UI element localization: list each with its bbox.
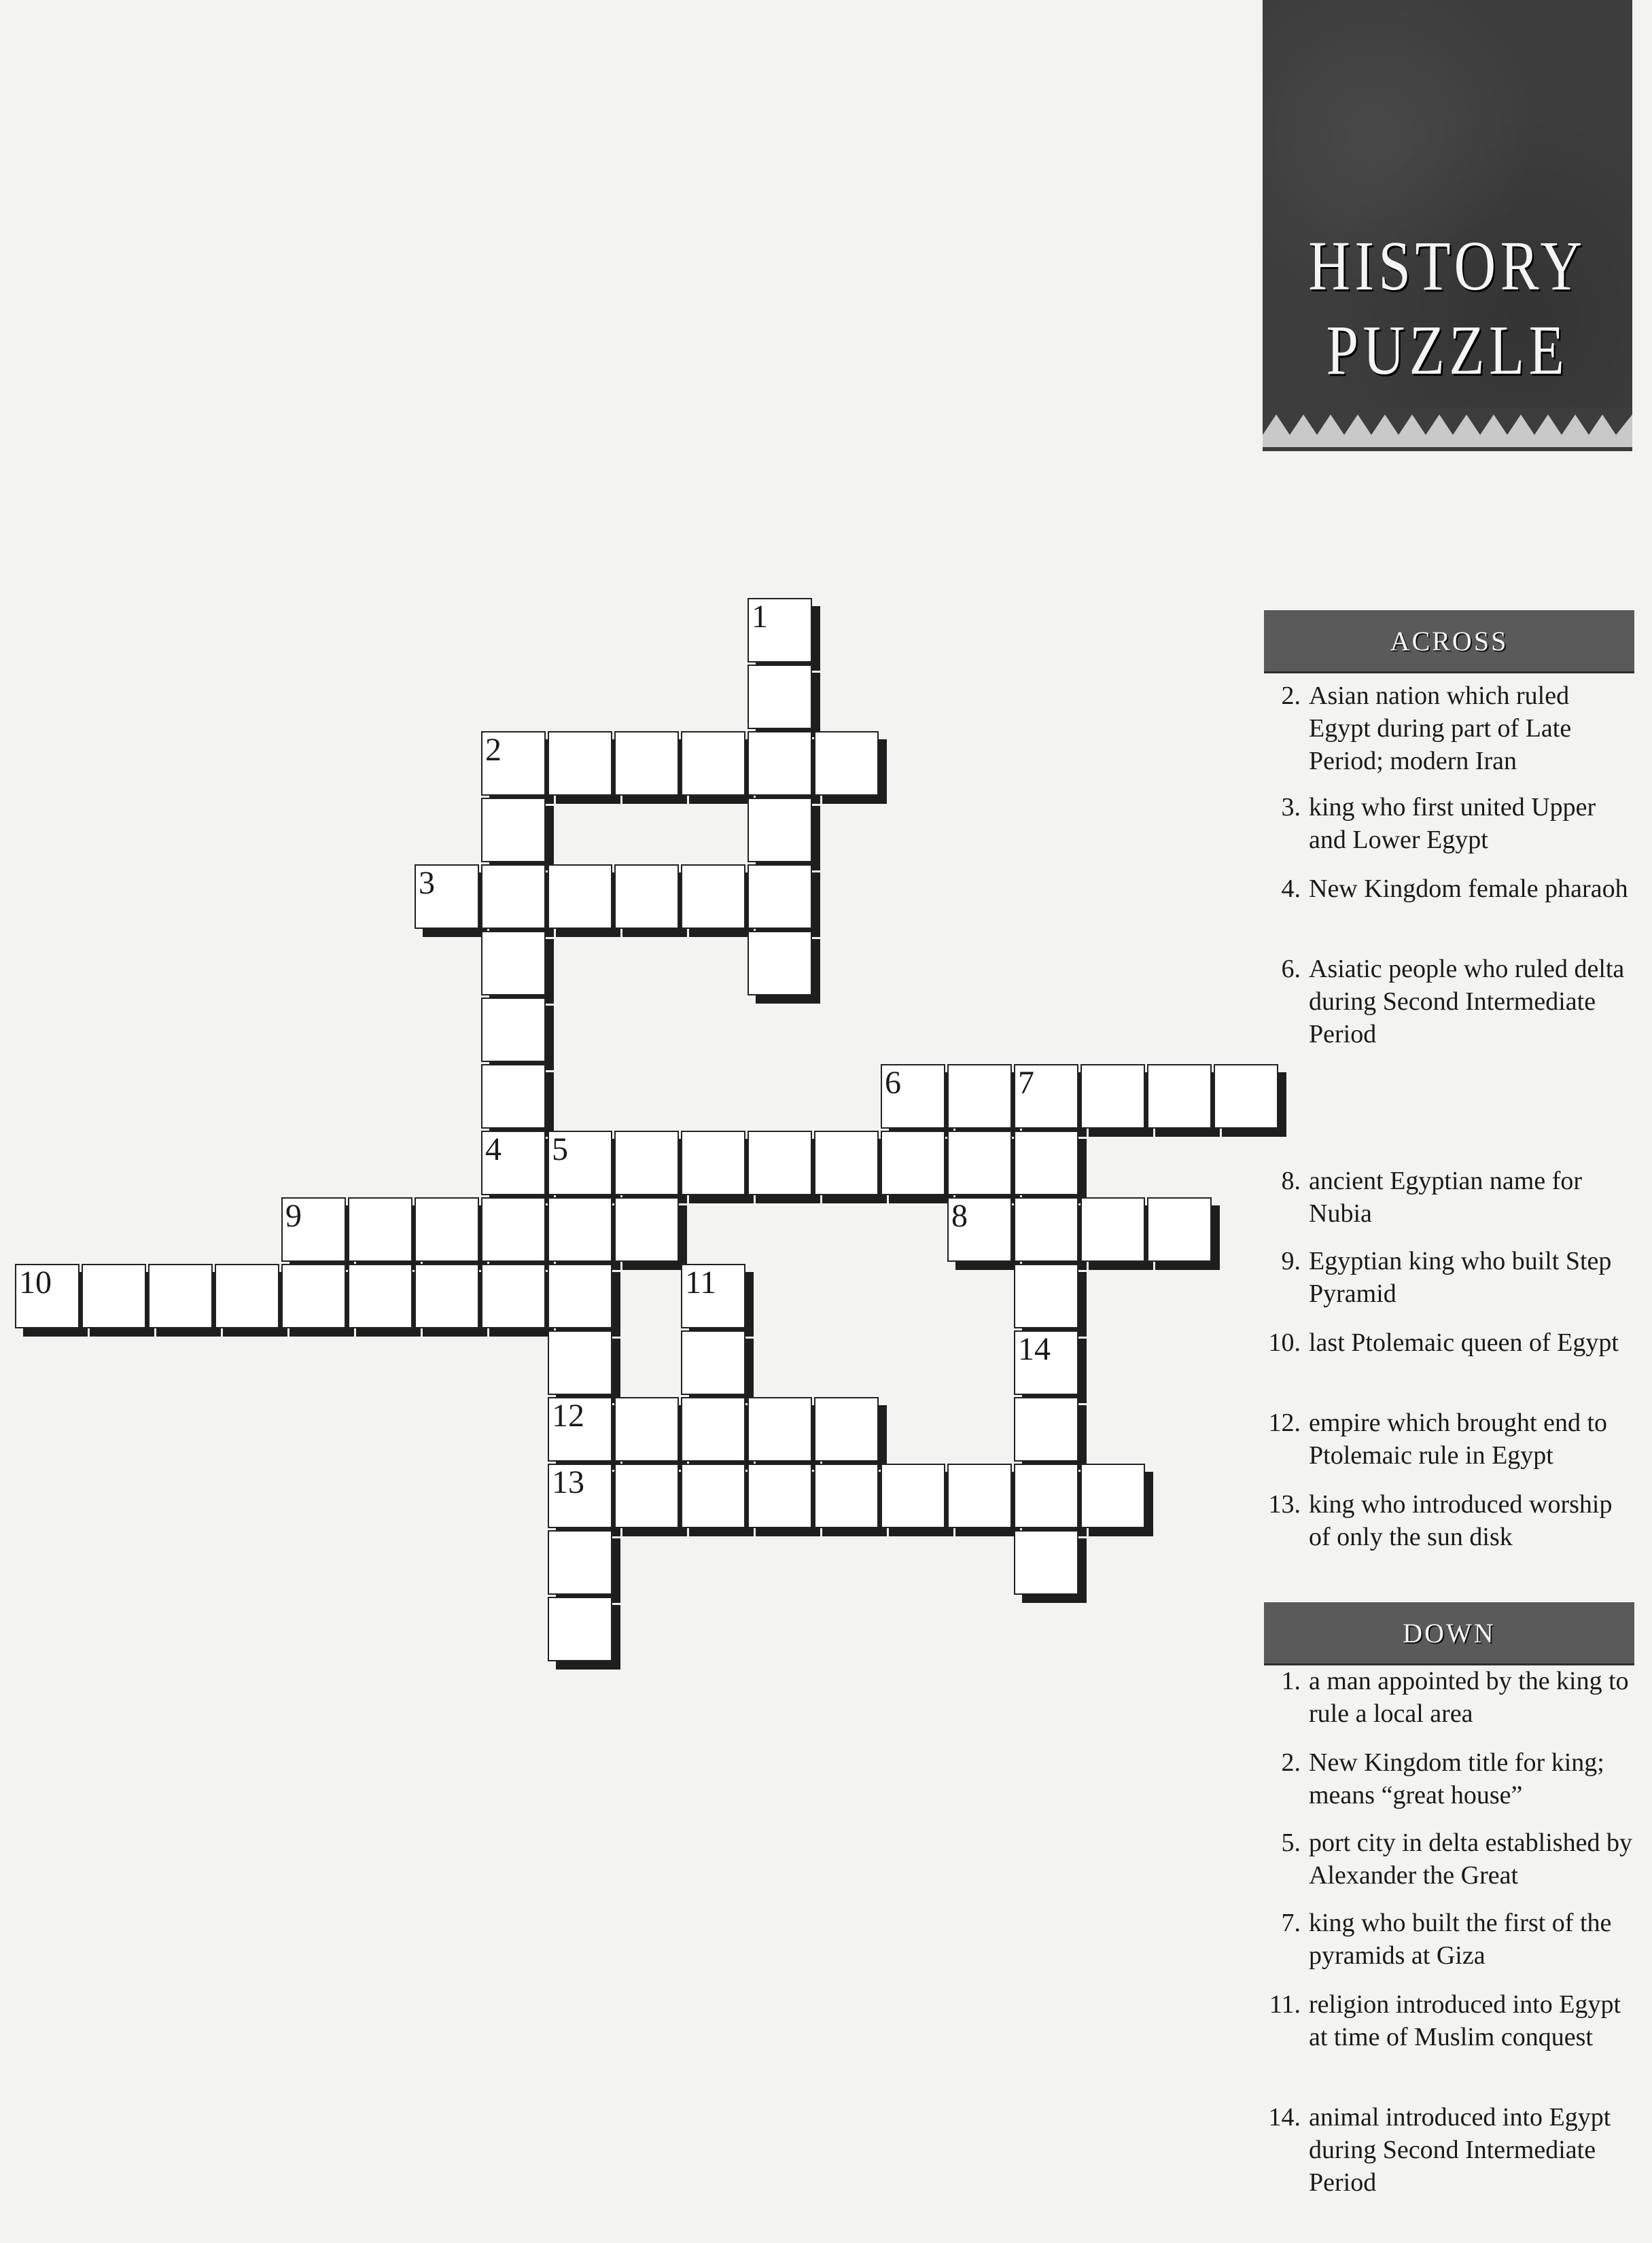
crossword-cell[interactable]: [748, 1464, 812, 1528]
crossword-cell[interactable]: [748, 931, 812, 995]
cell-number-7: 7: [1018, 1065, 1034, 1101]
crossword-cell[interactable]: [415, 1197, 479, 1262]
crossword-cell[interactable]: [681, 1131, 745, 1195]
crossword-cell[interactable]: [748, 665, 812, 729]
title-line-2: PUZZLE: [1326, 311, 1569, 389]
crossword-cell[interactable]: [681, 731, 745, 796]
clue-number: 7.: [1281, 1909, 1301, 1937]
crossword-cell[interactable]: [82, 1264, 146, 1328]
crossword-cell[interactable]: [215, 1264, 279, 1328]
down-clue-1: [1256, 1665, 1636, 1730]
cell-number-3: 3: [419, 865, 435, 901]
across-clue-4: [1256, 872, 1636, 905]
clue-text: king who built the first of the pyramids at Giza: [1309, 1909, 1612, 1970]
crossword-cell[interactable]: [947, 1131, 1012, 1195]
crossword-cell[interactable]: [1014, 1197, 1078, 1262]
cell-number-9: 9: [285, 1198, 302, 1234]
crossword-cell[interactable]: [1014, 1264, 1078, 1328]
banner-triangle-border: [1263, 408, 1632, 451]
crossword-cell[interactable]: [1014, 1397, 1078, 1462]
down-clue-7: [1256, 1907, 1636, 1972]
clue-number: 2.: [1281, 1748, 1301, 1777]
clue-number: 13.: [1268, 1490, 1301, 1519]
clue-number: 8.: [1281, 1167, 1301, 1195]
crossword-cell[interactable]: [681, 1397, 745, 1462]
crossword-cell[interactable]: [1080, 1064, 1145, 1129]
crossword-cell[interactable]: [881, 1464, 945, 1528]
crossword-cell[interactable]: [481, 931, 546, 995]
cell-number-5: 5: [552, 1131, 568, 1167]
across-clue-12: [1256, 1407, 1636, 1472]
crossword-cell[interactable]: [681, 1330, 745, 1395]
crossword-cell[interactable]: [481, 1197, 546, 1262]
page-title: [1296, 224, 1599, 393]
crossword-cell[interactable]: [1014, 1131, 1078, 1195]
crossword-cell[interactable]: [148, 1264, 213, 1328]
title-line-1: HISTORY: [1308, 227, 1587, 305]
clue-number: 9.: [1281, 1247, 1301, 1275]
crossword-cell[interactable]: [881, 1131, 945, 1195]
clue-text: animal introduced into Egypt during Second Intermediate Period: [1309, 2103, 1611, 2197]
cell-number-1: 1: [752, 599, 768, 635]
across-header: [1264, 610, 1634, 673]
clue-number: 14.: [1268, 2103, 1301, 2132]
crossword-cell[interactable]: [748, 864, 812, 929]
across-clue-13: [1256, 1488, 1636, 1553]
down-header-label: DOWN: [1403, 1617, 1496, 1648]
crossword-cell[interactable]: [814, 731, 879, 796]
across-clue-10: [1256, 1326, 1636, 1359]
clue-number: 6.: [1281, 955, 1301, 983]
crossword-cell[interactable]: [481, 997, 546, 1062]
clue-text: empire which brought end to Ptolemaic rule in Egypt: [1309, 1409, 1608, 1470]
cell-number-6: 6: [885, 1065, 901, 1101]
clue-text: ancient Egyptian name for Nubia: [1309, 1167, 1583, 1228]
clue-number: 2.: [1281, 682, 1301, 710]
cell-number-4: 4: [485, 1131, 502, 1167]
down-clue-11: [1256, 1988, 1636, 2053]
crossword-cell[interactable]: [1014, 1464, 1078, 1528]
across-clue-6: [1256, 953, 1636, 1050]
crossword-cell[interactable]: [681, 1464, 745, 1528]
crossword-cell[interactable]: [1147, 1064, 1212, 1129]
crossword-cell[interactable]: [548, 1264, 612, 1328]
across-clue-8: [1256, 1165, 1636, 1230]
cell-number-2: 2: [485, 732, 502, 768]
crossword-cell[interactable]: [548, 864, 612, 929]
crossword-cell[interactable]: [548, 1597, 612, 1661]
crossword-cell[interactable]: [614, 1131, 679, 1195]
crossword-cell[interactable]: [548, 731, 612, 796]
crossword-cell[interactable]: [614, 1197, 679, 1262]
clue-text: a man appointed by the king to rule a local area: [1309, 1667, 1629, 1728]
crossword-cell[interactable]: [947, 1064, 1012, 1129]
crossword-cell[interactable]: [1080, 1197, 1145, 1262]
clue-text: religion introduced into Egypt at time of Muslim conquest: [1309, 1990, 1621, 2051]
crossword-cell[interactable]: [614, 864, 679, 929]
crossword-cell[interactable]: [681, 864, 745, 929]
crossword-cell[interactable]: [481, 1064, 546, 1129]
clue-text: New Kingdom title for king; means “great house”: [1309, 1748, 1604, 1809]
cell-number-12: 12: [552, 1398, 584, 1434]
cell-number-13: 13: [552, 1464, 584, 1500]
crossword-cell[interactable]: [281, 1264, 346, 1328]
crossword-cell[interactable]: [481, 798, 546, 862]
crossword-cell[interactable]: [748, 1397, 812, 1462]
down-clue-2: [1256, 1746, 1636, 1812]
crossword-cell[interactable]: [348, 1197, 412, 1262]
crossword-cell[interactable]: [614, 731, 679, 796]
across-clue-2: [1256, 679, 1636, 777]
crossword-cell[interactable]: [548, 1530, 612, 1595]
crossword-cell[interactable]: [748, 1131, 812, 1195]
across-header-label: ACROSS: [1390, 625, 1509, 656]
crossword-cell[interactable]: [814, 1397, 879, 1462]
crossword-cell[interactable]: [814, 1464, 879, 1528]
cell-number-8: 8: [951, 1198, 968, 1234]
crossword-cell[interactable]: [614, 1397, 679, 1462]
clue-text: last Ptolemaic queen of Egypt: [1309, 1328, 1619, 1357]
crossword-cell[interactable]: [415, 1264, 479, 1328]
title-banner: [1263, 0, 1632, 451]
cell-number-11: 11: [685, 1265, 717, 1301]
clue-number: 4.: [1281, 875, 1301, 903]
clue-number: 10.: [1268, 1328, 1301, 1357]
down-clue-14: [1256, 2101, 1636, 2199]
crossword-cell[interactable]: [481, 1264, 546, 1328]
cell-number-14: 14: [1018, 1331, 1051, 1367]
across-clue-3: [1256, 791, 1636, 856]
crossword-cell[interactable]: [1214, 1064, 1278, 1129]
clue-text: king who introduced worship of only the sun disk: [1309, 1490, 1613, 1551]
crossword-cell[interactable]: [548, 1330, 612, 1395]
clue-text: New Kingdom female pharaoh: [1309, 875, 1628, 903]
cell-number-10: 10: [19, 1265, 52, 1301]
clue-text: Asiatic people who ruled delta during Second Intermediate Period: [1309, 955, 1625, 1048]
crossword-cell[interactable]: [548, 1197, 612, 1262]
across-clue-9: [1256, 1245, 1636, 1310]
crossword-cell[interactable]: [947, 1464, 1012, 1528]
clue-text: Asian nation which ruled Egypt during part of Late Period; modern Iran: [1309, 682, 1572, 775]
crossword-cell[interactable]: [348, 1264, 412, 1328]
crossword-cell[interactable]: [814, 1131, 879, 1195]
clue-number: 11.: [1269, 1990, 1301, 2019]
clue-text: port city in delta established by Alexander the Great: [1309, 1829, 1632, 1890]
down-header: [1264, 1602, 1634, 1665]
crossword-cell[interactable]: [614, 1464, 679, 1528]
down-clue-5: [1256, 1826, 1636, 1892]
crossword-cell[interactable]: [748, 798, 812, 862]
crossword-cell[interactable]: [748, 731, 812, 796]
crossword-cell[interactable]: [481, 864, 546, 929]
crossword-cell[interactable]: [1147, 1197, 1212, 1262]
clue-text: Egyptian king who built Step Pyramid: [1309, 1247, 1612, 1308]
clue-number: 3.: [1281, 793, 1301, 822]
crossword-cell[interactable]: [1014, 1530, 1078, 1595]
clue-number: 12.: [1268, 1409, 1301, 1437]
clue-text: king who first united Upper and Lower Egypt: [1309, 793, 1596, 854]
clue-number: 1.: [1281, 1667, 1301, 1695]
crossword-cell[interactable]: [1080, 1464, 1145, 1528]
clue-number: 5.: [1281, 1829, 1301, 1857]
